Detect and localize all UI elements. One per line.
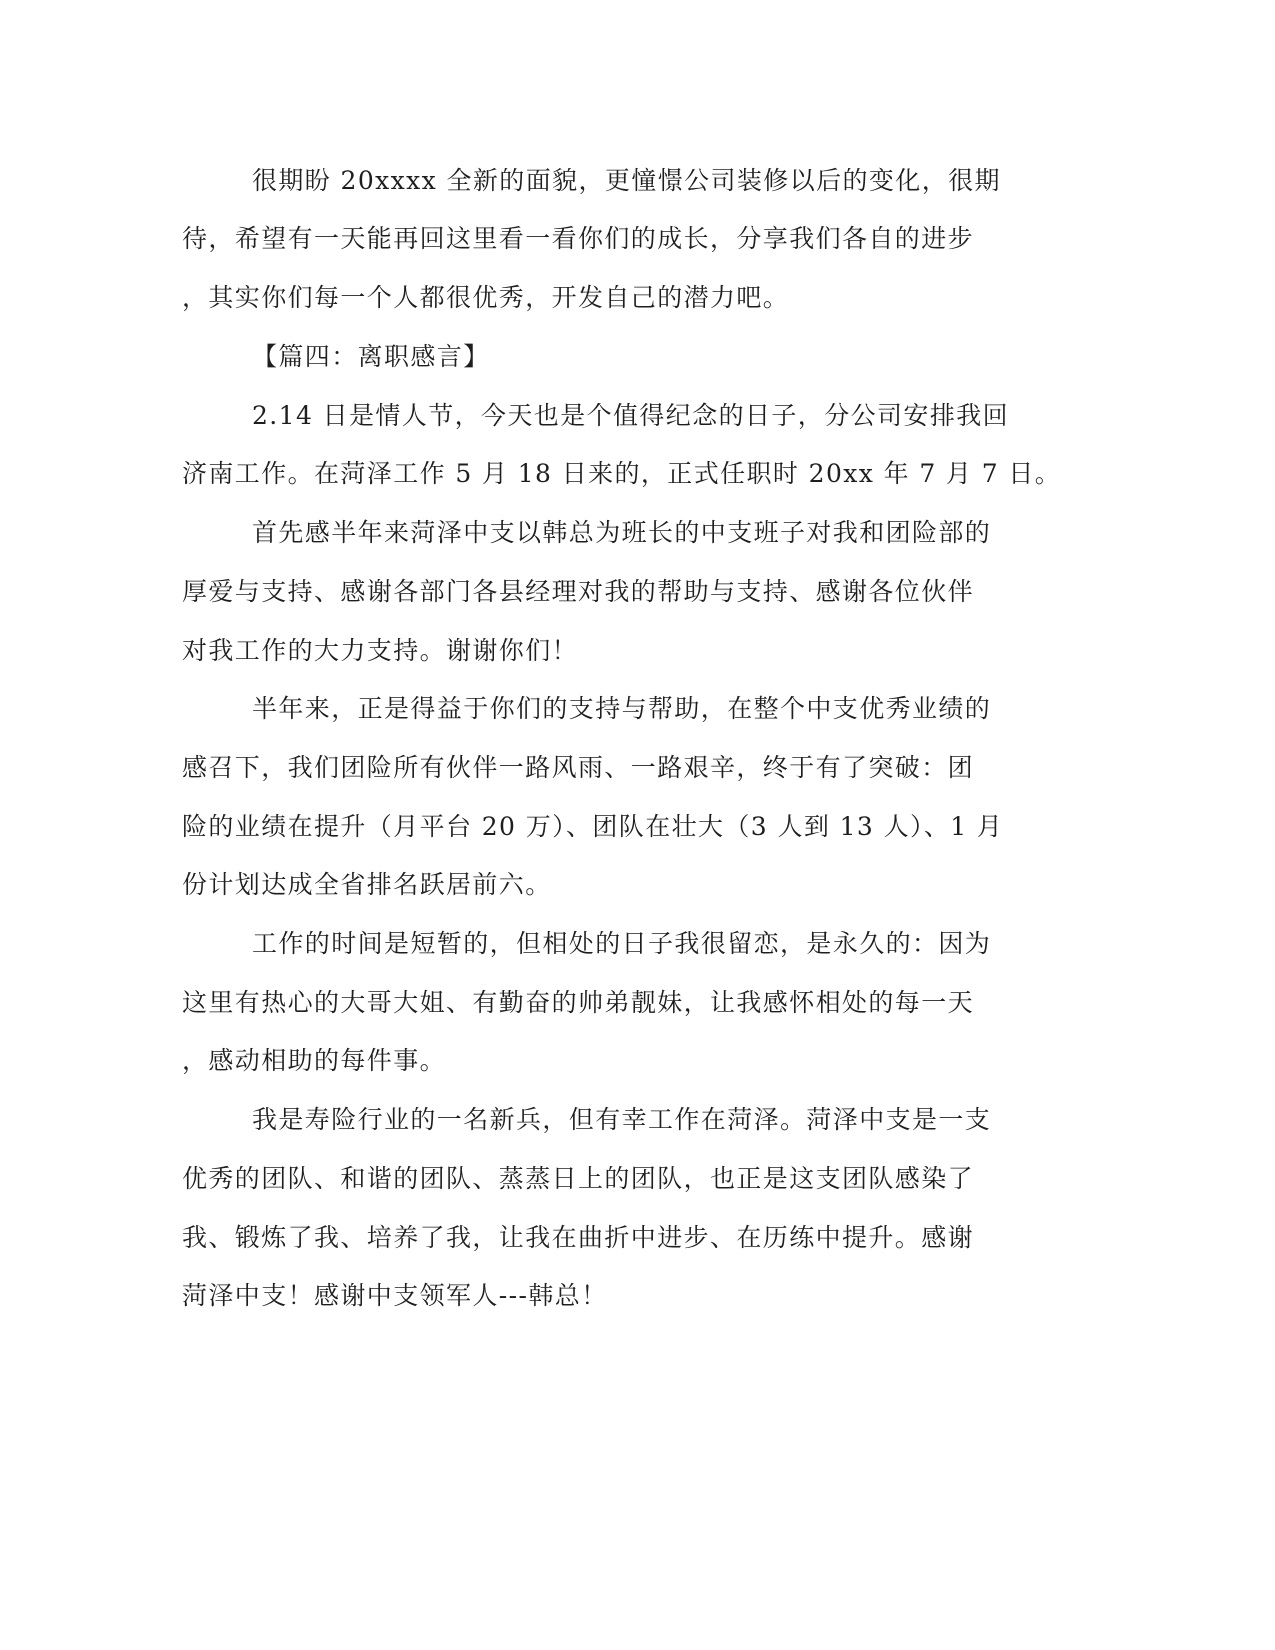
paragraph-1-line-3: ，其实你们每一个人都很优秀，开发自己的潜力吧。 [182, 283, 790, 312]
paragraph-3-line-1: 首先感半年来菏泽中支以韩总为班长的中支班子对我和团险部的 [252, 518, 992, 547]
paragraph-4-line-4: 份计划达成全省排名跃居前六。 [182, 870, 552, 899]
paragraph-6-line-1: 我是寿险行业的一名新兵，但有幸工作在菏泽。菏泽中支是一支 [252, 1105, 992, 1134]
paragraph-5-line-3: ，感动相助的每件事。 [182, 1046, 447, 1075]
paragraph-2-line-1: 2.14 日是情人节，今天也是个值得纪念的日子，分公司安排我回 [252, 401, 1010, 430]
paragraph-5-line-1: 工作的时间是短暂的，但相处的日子我很留恋，是永久的：因为 [252, 929, 992, 958]
paragraph-2-line-2: 济南工作。在菏泽工作 5 月 18 日来的，正式任职时 20xx 年 7 月 7 日。 [182, 459, 1062, 488]
paragraph-3-line-2: 厚爱与支持、感谢各部门各县经理对我的帮助与支持、感谢各位伙伴 [182, 577, 975, 606]
paragraph-4-line-3: 险的业绩在提升（月平台 20 万）、团队在壮大（3 人到 13 人）、1 月 [182, 812, 1004, 841]
section-heading: 【篇四：离职感言】 [252, 342, 490, 371]
paragraph-1-line-2: 待，希望有一天能再回这里看一看你们的成长，分享我们各自的进步 [182, 224, 975, 253]
paragraph-6-line-4: 菏泽中支！感谢中支领军人---韩总！ [182, 1281, 608, 1310]
paragraph-4-line-1: 半年来，正是得益于你们的支持与帮助，在整个中支优秀业绩的 [252, 694, 992, 723]
paragraph-1-line-1: 很期盼 20xxxx 全新的面貌，更憧憬公司装修以后的变化，很期 [252, 166, 1001, 195]
paragraph-6-line-2: 优秀的团队、和谐的团队、蒸蒸日上的团队，也正是这支团队感染了 [182, 1164, 975, 1193]
paragraph-6-line-3: 我、锻炼了我、培养了我，让我在曲折中进步、在历练中提升。感谢 [182, 1223, 975, 1252]
paragraph-3-line-3: 对我工作的大力支持。谢谢你们！ [182, 636, 579, 665]
paragraph-5-line-2: 这里有热心的大哥大姐、有勤奋的帅弟靓妹，让我感怀相处的每一天 [182, 988, 975, 1017]
paragraph-4-line-2: 感召下，我们团险所有伙伴一路风雨、一路艰辛，终于有了突破：团 [182, 753, 975, 782]
